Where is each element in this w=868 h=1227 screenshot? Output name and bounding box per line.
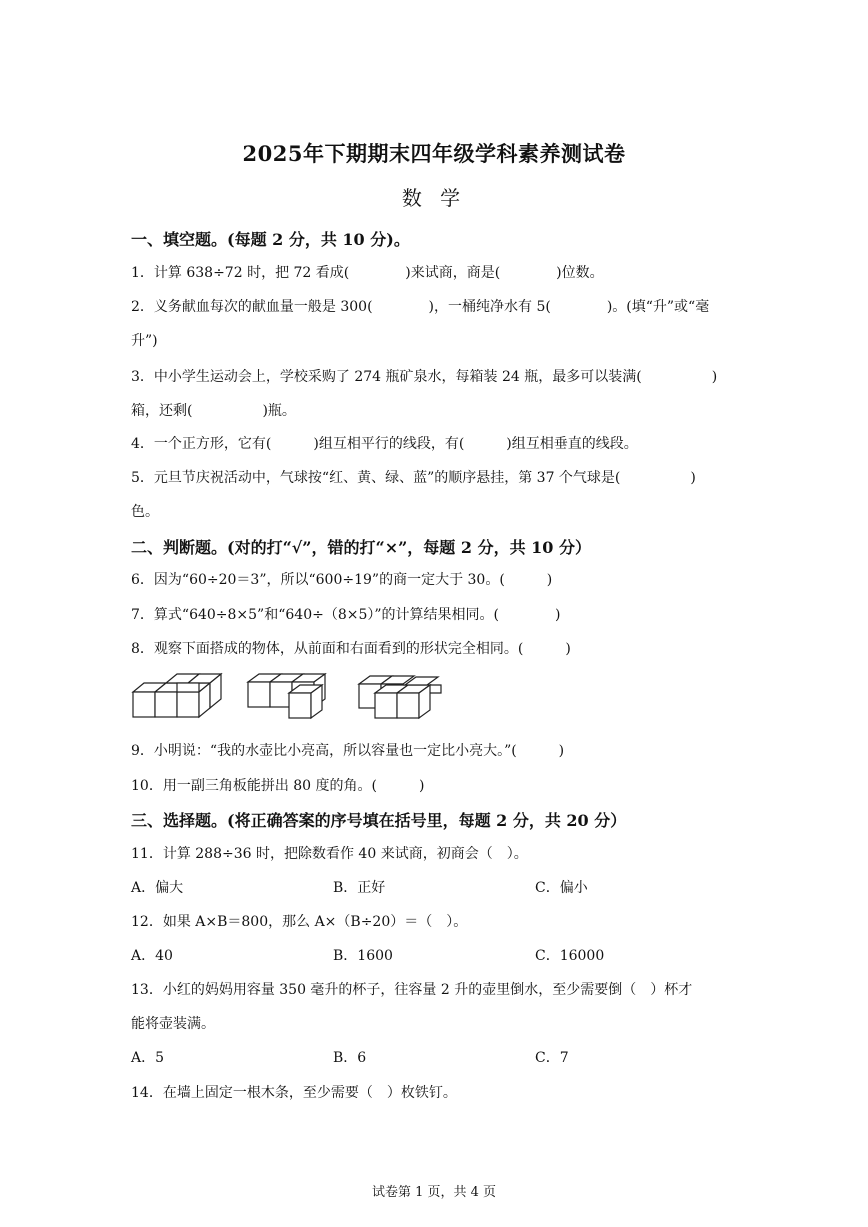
question-5-line-1: 5．元旦节庆祝活动中，气球按“红、黄、绿、蓝”的顺序悬挂，第 37 个气球是( ) bbox=[131, 470, 696, 486]
q13-option-b: B．6 bbox=[333, 1050, 367, 1066]
question-13-line-1: 13．小红的妈妈用容量 350 毫升的杯子，往容量 2 升的壶里倒水，至少需要倒（ ）杯才 bbox=[131, 982, 693, 998]
page-footer: 试卷第 1 页，共 4 页 bbox=[371, 1185, 497, 1200]
question-9: 9．小明说：“我的水壶比小亮高，所以容量也一定比小亮大。”( ) bbox=[131, 743, 565, 759]
q12-option-c: C．16000 bbox=[535, 948, 605, 964]
q11-option-a: A．偏大 bbox=[131, 880, 184, 896]
question-14: 14．在墙上固定一根木条，至少需要（ ）枚铁钉。 bbox=[131, 1085, 457, 1101]
question-5-line-2: 色。 bbox=[131, 504, 159, 520]
q13-option-c: C．7 bbox=[535, 1050, 569, 1066]
q11-option-c: C．偏小 bbox=[535, 880, 588, 896]
question-11: 11．计算 288÷36 时，把除数看作 40 来试商，初商会（ ）。 bbox=[131, 846, 528, 862]
question-10: 10．用一副三角板能拼出 80 度的角。( ) bbox=[131, 778, 425, 794]
section-fill-in: 一、填空题。(每题 2 分，共 10 分)。 bbox=[131, 230, 410, 249]
question-4: 4．一个正方形，它有( )组互相平行的线段，有( )组互相垂直的线段。 bbox=[131, 436, 638, 452]
cube-figure-2 bbox=[248, 674, 325, 718]
question-2-line-2: 升”) bbox=[131, 333, 158, 349]
subject-title: 数 学 bbox=[401, 186, 467, 210]
section-multiple-choice: 三、选择题。(将正确答案的序号填在括号里，每题 2 分，共 20 分） bbox=[131, 811, 627, 830]
q11-option-b: B．正好 bbox=[333, 880, 386, 896]
cube-figure-3 bbox=[359, 676, 441, 718]
question-7: 7．算式“640÷8×5”和“640÷（8×5）”的计算结果相同。( ) bbox=[131, 607, 561, 623]
cube-figure-1 bbox=[133, 674, 221, 717]
exam-title: 2025年下期期末四年级学科素养测试卷 bbox=[242, 141, 626, 166]
question-6: 6．因为“60÷20＝3”，所以“600÷19”的商一定大于 30。( ) bbox=[131, 572, 553, 588]
question-2-line-1: 2．义务献血每次的献血量一般是 300( )，一桶纯净水有 5( )。(填“升”或“毫 bbox=[131, 299, 710, 315]
question-12: 12．如果 A×B＝800，那么 A×（B÷20）＝（ ）。 bbox=[131, 914, 468, 930]
question-13-line-2: 能将壶装满。 bbox=[131, 1016, 215, 1032]
q13-option-a: A．5 bbox=[131, 1050, 165, 1066]
q12-option-a: A．40 bbox=[131, 948, 173, 964]
question-1: 1．计算 638÷72 时，把 72 看成( )来试商，商是( )位数。 bbox=[131, 265, 604, 281]
section-true-false: 二、判断题。(对的打“√”，错的打“×”，每题 2 分，共 10 分） bbox=[131, 538, 591, 557]
question-3-line-2: 箱，还剩( )瓶。 bbox=[131, 403, 296, 419]
question-3-line-1: 3．中小学生运动会上，学校采购了 274 瓶矿泉水，每箱装 24 瓶，最多可以装满( ) bbox=[131, 369, 718, 385]
question-8: 8．观察下面搭成的物体，从前面和右面看到的形状完全相同。( ) bbox=[131, 641, 571, 657]
q12-option-b: B．1600 bbox=[333, 948, 393, 964]
